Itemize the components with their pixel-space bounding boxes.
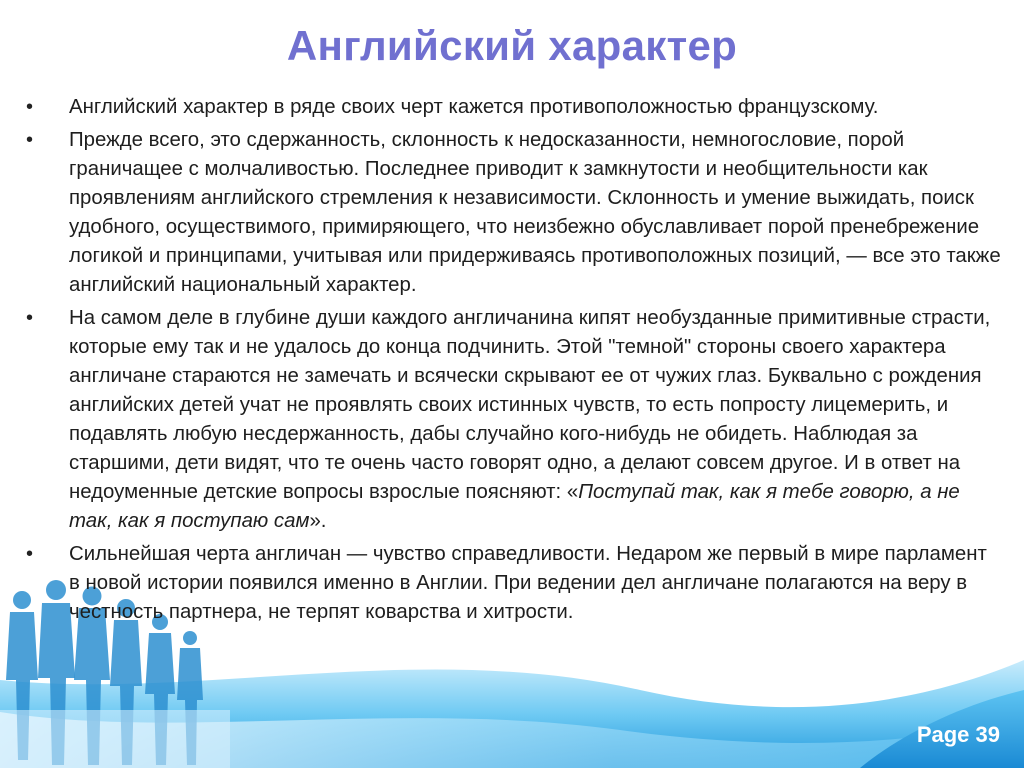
bullet-text: Прежде всего, это сдержанность, склонность к недосказанности, немногословие, порой граничащее с молчаливостью. Последнее приводит к замкнутости и необщительности как проявлениям английского стремления к независимости. Склонность и умение выжидать, поиск удобного, осуществимого, примиряющего, что неизбежно обуславливает порой пренебрежение логикой и принципами, учитывая или придерживаясь противоположных позиций, — все это также английский национальный характер. [69, 129, 1001, 296]
slide-title: Английский характер [286, 22, 738, 69]
list-item [26, 540, 1001, 627]
bullet-marker: • [26, 543, 34, 565]
bullet-text-plain: На самом деле в глубине души каждого англичанина кипят необузданные примитивные страсти, которые ему так и не удалось до конца подчинить. Этой "темной" стороны своего характера англичане стараются не замечать и всячески скрывают ее от чужих глаз. Буквально с рождения английских детей учат не проявлять своих истинных чувств, то есть попросту лицемерить, и подавлять любую несдержанность, дабы случайно кого-нибудь не обидеть. Наблюдая за старшими, дети видят, что те очень часто говорят одно, а делают совсем другое. И в ответ на недоуменные детские вопросы взрослые поясняют: « [69, 307, 991, 503]
bullet-marker: • [26, 307, 34, 329]
bullet-marker: • [26, 129, 34, 151]
bullet-text: Английский характер в ряде своих черт кажется противоположностью французскому. [69, 96, 879, 118]
page-number: Page 39 [916, 722, 1000, 747]
list-item [26, 304, 1001, 536]
bullet-text-quote: Поступай так, как я тебе говорю, а не так, как я поступаю сам [69, 481, 960, 532]
bullet-text: Сильнейшая черта англичан — чувство справедливости. Недаром же первый в мире парламент в новой истории появился именно в Англии. При ведении дел англичане полагаются на веру в честность партнера, не терпят коварства и хитрости. [69, 543, 987, 623]
bullet-text [69, 304, 1001, 536]
bullet-marker: • [26, 96, 34, 118]
bullet-text-end: ». [309, 510, 327, 532]
list-item [26, 126, 1001, 300]
bullet-list [26, 93, 1001, 631]
list-item [26, 93, 1001, 122]
